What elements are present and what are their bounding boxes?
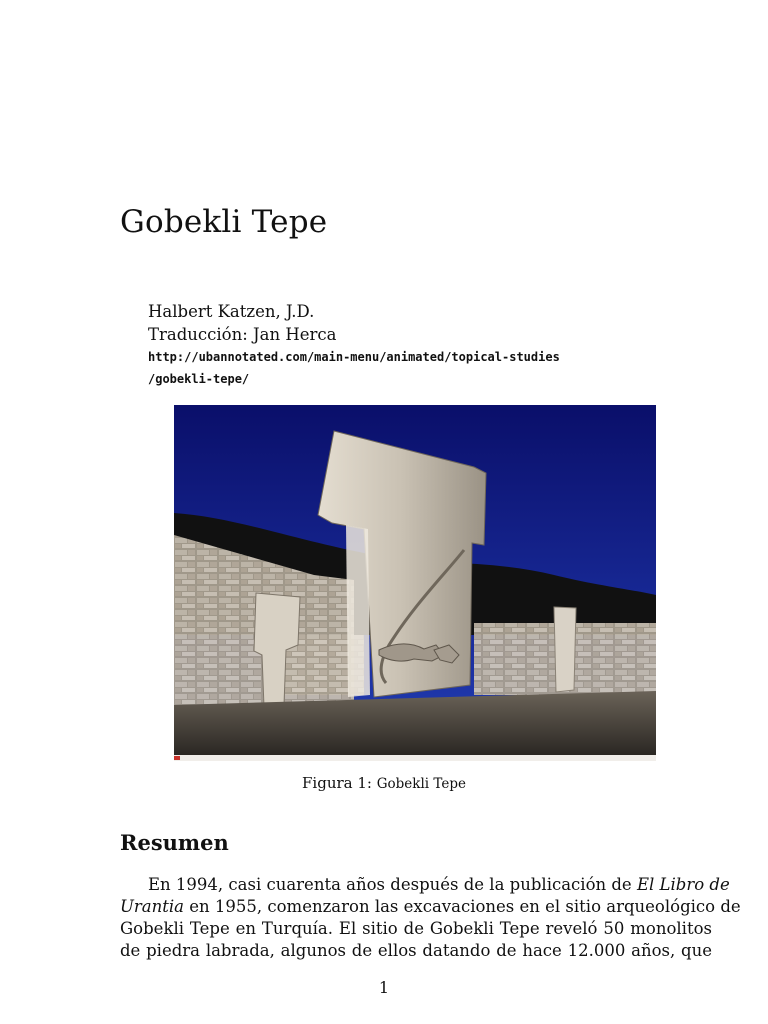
abstract-line-4: de piedra labrada, algunos de ellos datando de hace 12.000 años, que (120, 941, 712, 960)
carved-fox-relief (379, 644, 444, 661)
book-title-part-2: Urantia (120, 897, 185, 916)
figure-caption (0, 774, 768, 792)
abstract-line-1-text: En 1994, casi cuarenta años después de la publicación de (148, 875, 637, 894)
source-url[interactable] (148, 346, 560, 390)
source-url-line-2[interactable]: /gobekli-tepe/ (148, 372, 250, 386)
figure-photo-gobekli-tepe (174, 405, 656, 761)
credit-logo-mark (174, 756, 180, 760)
figure-caption-text: Gobekli Tepe (376, 776, 466, 792)
translator-name: Traducción: Jan Herca (148, 325, 337, 344)
pillar-front-face (346, 525, 370, 697)
abstract-line-1 (120, 874, 730, 896)
photo-credit-strip (174, 755, 656, 761)
abstract-line-2 (120, 896, 741, 918)
book-title-part-1: El Libro de (636, 875, 730, 894)
small-pillar-right (554, 607, 576, 692)
photo-illustration (174, 405, 656, 761)
abstract-line-3: Gobekli Tepe en Turquía. El sitio de Gobekli Tepe reveló 50 monolitos (120, 919, 712, 938)
author-name: Halbert Katzen, J.D. (148, 302, 315, 321)
section-heading-abstract: Resumen (120, 830, 229, 855)
abstract-line-2-text: en 1955, comenzaron las excavaciones en el sitio arqueológico de (184, 897, 741, 916)
page-number: 1 (378, 978, 390, 997)
paper-title: Gobekli Tepe (120, 204, 328, 240)
source-url-line-1[interactable]: http://ubannotated.com/main-menu/animated/topical-studies (148, 350, 560, 364)
author-block (148, 300, 337, 346)
figure-caption-label: Figura 1: (302, 774, 372, 792)
abstract-paragraph (120, 874, 741, 962)
